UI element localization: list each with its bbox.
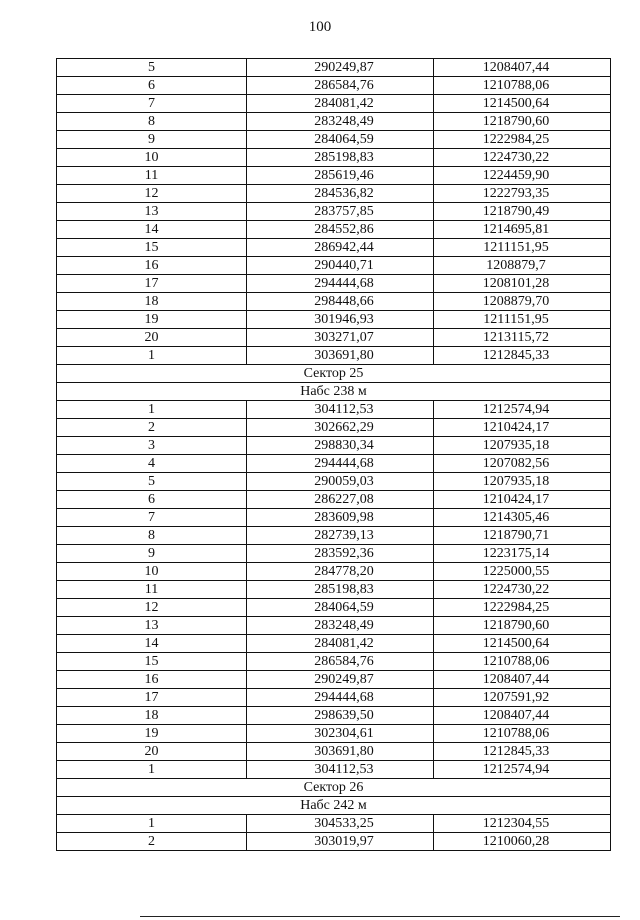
table-row (57, 185, 611, 203)
x-coordinate-cell: 303691,80 (247, 743, 434, 761)
point-number-cell: 15 (57, 653, 247, 671)
point-number-cell: 7 (57, 509, 247, 527)
point-number-cell: 12 (57, 185, 247, 203)
y-coordinate-cell: 1214500,64 (434, 635, 611, 653)
x-coordinate-cell: 290249,87 (247, 671, 434, 689)
x-coordinate-cell: 283757,85 (247, 203, 434, 221)
section-title: Сектор 25 (57, 365, 611, 383)
table-row (57, 563, 611, 581)
x-coordinate-cell: 298830,34 (247, 437, 434, 455)
point-number-cell: 4 (57, 455, 247, 473)
table-row (57, 671, 611, 689)
x-coordinate-cell: 290440,71 (247, 257, 434, 275)
table-row (57, 473, 611, 491)
table-row (57, 311, 611, 329)
point-number-cell: 14 (57, 635, 247, 653)
section-header-row (57, 365, 611, 383)
x-coordinate-cell: 304112,53 (247, 761, 434, 779)
point-number-cell: 1 (57, 761, 247, 779)
table-row (57, 131, 611, 149)
y-coordinate-cell: 1207082,56 (434, 455, 611, 473)
x-coordinate-cell: 298639,50 (247, 707, 434, 725)
y-coordinate-cell: 1212304,55 (434, 815, 611, 833)
x-coordinate-cell: 283609,98 (247, 509, 434, 527)
x-coordinate-cell: 294444,68 (247, 275, 434, 293)
table-row (57, 59, 611, 77)
point-number-cell: 17 (57, 275, 247, 293)
y-coordinate-cell: 1218790,49 (434, 203, 611, 221)
point-number-cell: 14 (57, 221, 247, 239)
y-coordinate-cell: 1208101,28 (434, 275, 611, 293)
point-number-cell: 9 (57, 545, 247, 563)
y-coordinate-cell: 1213115,72 (434, 329, 611, 347)
section-title: Набс 242 м (57, 797, 611, 815)
point-number-cell: 1 (57, 401, 247, 419)
table-row (57, 203, 611, 221)
y-coordinate-cell: 1224730,22 (434, 149, 611, 167)
y-coordinate-cell: 1222984,25 (434, 131, 611, 149)
table-row (57, 833, 611, 851)
x-coordinate-cell: 286584,76 (247, 653, 434, 671)
x-coordinate-cell: 284778,20 (247, 563, 434, 581)
section-header-row (57, 779, 611, 797)
point-number-cell: 6 (57, 77, 247, 95)
point-number-cell: 8 (57, 527, 247, 545)
x-coordinate-cell: 290059,03 (247, 473, 434, 491)
coordinates-table-body (57, 59, 611, 851)
point-number-cell: 1 (57, 347, 247, 365)
y-coordinate-cell: 1208879,7 (434, 257, 611, 275)
point-number-cell: 11 (57, 167, 247, 185)
x-coordinate-cell: 294444,68 (247, 455, 434, 473)
table-row (57, 95, 611, 113)
section-title: Набс 238 м (57, 383, 611, 401)
y-coordinate-cell: 1212574,94 (434, 761, 611, 779)
x-coordinate-cell: 285619,46 (247, 167, 434, 185)
y-coordinate-cell: 1212845,33 (434, 347, 611, 365)
x-coordinate-cell: 284081,42 (247, 95, 434, 113)
x-coordinate-cell: 286227,08 (247, 491, 434, 509)
y-coordinate-cell: 1207935,18 (434, 473, 611, 491)
point-number-cell: 18 (57, 707, 247, 725)
table-row (57, 257, 611, 275)
x-coordinate-cell: 284536,82 (247, 185, 434, 203)
table-row (57, 419, 611, 437)
section-header-row (57, 797, 611, 815)
y-coordinate-cell: 1207591,92 (434, 689, 611, 707)
y-coordinate-cell: 1224459,90 (434, 167, 611, 185)
y-coordinate-cell: 1208879,70 (434, 293, 611, 311)
table-row (57, 635, 611, 653)
x-coordinate-cell: 284064,59 (247, 131, 434, 149)
x-coordinate-cell: 303271,07 (247, 329, 434, 347)
x-coordinate-cell: 285198,83 (247, 149, 434, 167)
table-row (57, 275, 611, 293)
table-row (57, 509, 611, 527)
x-coordinate-cell: 284064,59 (247, 599, 434, 617)
x-coordinate-cell: 283248,49 (247, 617, 434, 635)
x-coordinate-cell: 286942,44 (247, 239, 434, 257)
y-coordinate-cell: 1210788,06 (434, 77, 611, 95)
table-row (57, 581, 611, 599)
table-row (57, 617, 611, 635)
x-coordinate-cell: 284552,86 (247, 221, 434, 239)
point-number-cell: 18 (57, 293, 247, 311)
table-row (57, 527, 611, 545)
point-number-cell: 13 (57, 617, 247, 635)
section-title: Сектор 26 (57, 779, 611, 797)
x-coordinate-cell: 285198,83 (247, 581, 434, 599)
table-row (57, 761, 611, 779)
point-number-cell: 2 (57, 833, 247, 851)
table-row (57, 149, 611, 167)
point-number-cell: 12 (57, 599, 247, 617)
point-number-cell: 5 (57, 59, 247, 77)
y-coordinate-cell: 1223175,14 (434, 545, 611, 563)
point-number-cell: 8 (57, 113, 247, 131)
table-row (57, 239, 611, 257)
table-row (57, 113, 611, 131)
table-row (57, 329, 611, 347)
x-coordinate-cell: 304112,53 (247, 401, 434, 419)
y-coordinate-cell: 1212574,94 (434, 401, 611, 419)
point-number-cell: 7 (57, 95, 247, 113)
table-row (57, 401, 611, 419)
y-coordinate-cell: 1208407,44 (434, 59, 611, 77)
point-number-cell: 16 (57, 257, 247, 275)
point-number-cell: 13 (57, 203, 247, 221)
x-coordinate-cell: 301946,93 (247, 311, 434, 329)
table-row (57, 293, 611, 311)
table-row (57, 689, 611, 707)
x-coordinate-cell: 283248,49 (247, 113, 434, 131)
x-coordinate-cell: 286584,76 (247, 77, 434, 95)
table-row (57, 347, 611, 365)
table-row (57, 815, 611, 833)
point-number-cell: 19 (57, 725, 247, 743)
y-coordinate-cell: 1208407,44 (434, 707, 611, 725)
point-number-cell: 1 (57, 815, 247, 833)
x-coordinate-cell: 282739,13 (247, 527, 434, 545)
x-coordinate-cell: 303691,80 (247, 347, 434, 365)
point-number-cell: 19 (57, 311, 247, 329)
point-number-cell: 15 (57, 239, 247, 257)
table-row (57, 491, 611, 509)
x-coordinate-cell: 302304,61 (247, 725, 434, 743)
y-coordinate-cell: 1212845,33 (434, 743, 611, 761)
y-coordinate-cell: 1214695,81 (434, 221, 611, 239)
x-coordinate-cell: 302662,29 (247, 419, 434, 437)
y-coordinate-cell: 1224730,22 (434, 581, 611, 599)
table-row (57, 545, 611, 563)
point-number-cell: 10 (57, 149, 247, 167)
point-number-cell: 2 (57, 419, 247, 437)
y-coordinate-cell: 1210424,17 (434, 491, 611, 509)
point-number-cell: 17 (57, 689, 247, 707)
table-row (57, 437, 611, 455)
table-row (57, 77, 611, 95)
y-coordinate-cell: 1225000,55 (434, 563, 611, 581)
table-row (57, 743, 611, 761)
y-coordinate-cell: 1222793,35 (434, 185, 611, 203)
y-coordinate-cell: 1210788,06 (434, 653, 611, 671)
y-coordinate-cell: 1208407,44 (434, 671, 611, 689)
x-coordinate-cell: 298448,66 (247, 293, 434, 311)
point-number-cell: 5 (57, 473, 247, 491)
y-coordinate-cell: 1211151,95 (434, 239, 611, 257)
point-number-cell: 20 (57, 743, 247, 761)
y-coordinate-cell: 1218790,60 (434, 617, 611, 635)
point-number-cell: 9 (57, 131, 247, 149)
point-number-cell: 20 (57, 329, 247, 347)
y-coordinate-cell: 1210060,28 (434, 833, 611, 851)
y-coordinate-cell: 1218790,71 (434, 527, 611, 545)
table-row (57, 707, 611, 725)
table-row (57, 653, 611, 671)
x-coordinate-cell: 303019,97 (247, 833, 434, 851)
y-coordinate-cell: 1214500,64 (434, 95, 611, 113)
x-coordinate-cell: 284081,42 (247, 635, 434, 653)
table-row (57, 221, 611, 239)
coordinates-table (56, 58, 611, 851)
table-row (57, 455, 611, 473)
table-row (57, 167, 611, 185)
footer-rule (140, 916, 620, 917)
page-number: 100 (308, 19, 332, 35)
x-coordinate-cell: 283592,36 (247, 545, 434, 563)
table-row (57, 599, 611, 617)
point-number-cell: 10 (57, 563, 247, 581)
x-coordinate-cell: 290249,87 (247, 59, 434, 77)
point-number-cell: 6 (57, 491, 247, 509)
point-number-cell: 11 (57, 581, 247, 599)
y-coordinate-cell: 1210424,17 (434, 419, 611, 437)
point-number-cell: 16 (57, 671, 247, 689)
y-coordinate-cell: 1210788,06 (434, 725, 611, 743)
section-header-row (57, 383, 611, 401)
table-row (57, 725, 611, 743)
x-coordinate-cell: 304533,25 (247, 815, 434, 833)
y-coordinate-cell: 1222984,25 (434, 599, 611, 617)
y-coordinate-cell: 1214305,46 (434, 509, 611, 527)
y-coordinate-cell: 1207935,18 (434, 437, 611, 455)
point-number-cell: 3 (57, 437, 247, 455)
y-coordinate-cell: 1211151,95 (434, 311, 611, 329)
y-coordinate-cell: 1218790,60 (434, 113, 611, 131)
x-coordinate-cell: 294444,68 (247, 689, 434, 707)
